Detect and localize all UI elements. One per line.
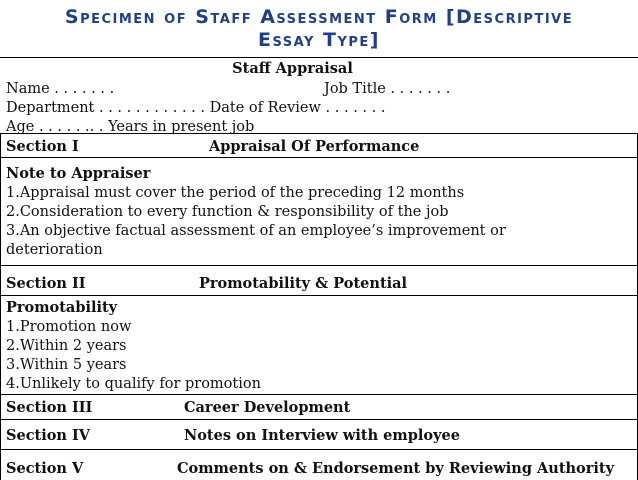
section-2-row (0, 265, 638, 295)
note-heading: Note to Appraiser (6, 165, 151, 182)
note-item-1: 1.Appraisal must cover the period of the preceding 12 months (6, 185, 465, 201)
note-block (0, 157, 638, 265)
title-line-2: Essay Type] (258, 29, 380, 51)
page-title (0, 6, 638, 52)
department-field: Department . . . . . . . . . . . . Date of Review . . . . . . . (6, 100, 386, 116)
appraisal-heading: Staff Appraisal (232, 60, 353, 77)
job-title-field: Job Title . . . . . . . (324, 81, 451, 97)
appraisal-header (0, 57, 638, 133)
promotability-item-2: 2.Within 2 years (6, 338, 127, 354)
section-3-row (0, 394, 638, 419)
promotability-item-3: 3.Within 5 years (6, 357, 127, 373)
section-1-row (0, 133, 638, 157)
title-line-1: Specimen of Staff Assessment Form [Descriptive (64, 6, 574, 28)
name-field: Name . . . . . . . (6, 81, 115, 97)
section-3-id: Section III (6, 399, 93, 416)
section-5-row (0, 449, 638, 479)
section-1-title: Appraisal Of Performance (209, 138, 420, 155)
staff-appraisal-form (0, 57, 638, 479)
age-field: Age . . . . . .. . Years in present job (6, 119, 255, 135)
section-1-id: Section I (6, 138, 79, 155)
section-5-title: Comments on & Endorsement by Reviewing Authority (177, 460, 615, 477)
section-3-title: Career Development (184, 399, 351, 416)
section-4-title: Notes on Interview with employee (184, 427, 460, 444)
promotability-item-4: 4.Unlikely to qualify for promotion (6, 376, 261, 392)
note-item-3-cont: deterioration (6, 242, 103, 258)
section-4-row (0, 419, 638, 449)
promotability-block (0, 295, 638, 394)
note-item-3: 3.An objective factual assessment of an employee’s improvement or (6, 223, 506, 239)
section-2-title: Promotability & Potential (199, 275, 408, 292)
promotability-heading: Promotability (6, 299, 118, 316)
note-item-2: 2.Consideration to every function & responsibility of the job (6, 204, 449, 220)
section-4-id: Section IV (6, 427, 91, 444)
section-2-id: Section II (6, 275, 86, 292)
promotability-item-1: 1.Promotion now (6, 319, 132, 335)
section-5-id: Section V (6, 460, 84, 477)
